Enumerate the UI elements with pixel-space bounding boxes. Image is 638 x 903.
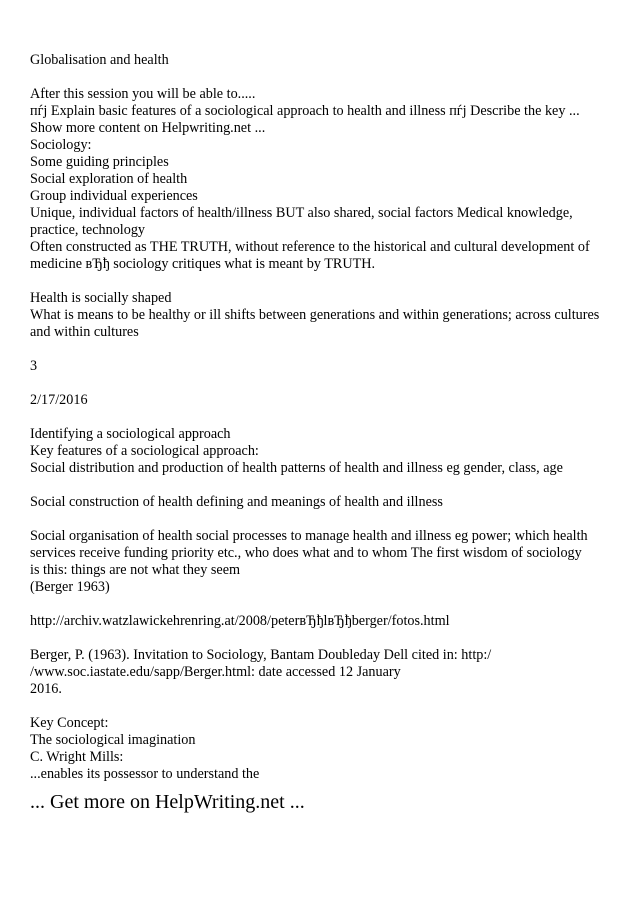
text-line: Unique, individual factors of health/illness BUT also shared, social factors Medical knowledge,	[30, 205, 573, 221]
blank-line	[30, 596, 620, 613]
text-line: Key Concept:	[30, 715, 109, 731]
footer-link[interactable]: ... Get more on HelpWriting.net ...	[30, 791, 305, 813]
text-line: (Berger 1963)	[30, 579, 110, 595]
document-body	[30, 52, 620, 783]
text-line: Show more content on Helpwriting.net ...	[30, 120, 266, 136]
blank-line	[30, 375, 620, 392]
text-line: medicine вЂђ sociology critiques what is meant by TRUTH.	[30, 256, 376, 272]
text-line: Health is socially shaped	[30, 290, 172, 306]
text-line: Berger, P. (1963). Invitation to Sociology, Bantam Doubleday Dell cited in: http:/	[30, 647, 492, 663]
text-line: Key features of a sociological approach:	[30, 443, 259, 459]
text-line: Often constructed as THE TRUTH, without reference to the historical and cultural development of	[30, 239, 590, 255]
text-line: Identifying a sociological approach	[30, 426, 231, 442]
blank-line	[30, 511, 620, 528]
text-line: Group individual experiences	[30, 188, 198, 204]
text-line: Globalisation and health	[30, 52, 169, 68]
text-line: ...enables its possessor to understand the	[30, 766, 260, 782]
text-line: 2016.	[30, 681, 62, 697]
text-line: What is means to be healthy or ill shifts between generations and within generations; across cultures	[30, 307, 600, 323]
text-line: Some guiding principles	[30, 154, 169, 170]
text-line: Social organisation of health social processes to manage health and illness eg power; which health	[30, 528, 588, 544]
text-line: C. Wright Mills:	[30, 749, 124, 765]
text-line: and within cultures	[30, 324, 139, 340]
text-line: Social exploration of health	[30, 171, 188, 187]
text-line: 2/17/2016	[30, 392, 88, 408]
text-line: /www.soc.iastate.edu/sapp/Berger.html: date accessed 12 January	[30, 664, 401, 680]
blank-line	[30, 409, 620, 426]
text-line: Social construction of health defining and meanings of health and illness	[30, 494, 443, 510]
blank-line	[30, 341, 620, 358]
blank-line	[30, 477, 620, 494]
text-line: Social distribution and production of health patterns of health and illness eg gender, class, age	[30, 460, 563, 476]
text-line: is this: things are not what they seem	[30, 562, 241, 578]
text-line: 3	[30, 358, 38, 374]
blank-line	[30, 69, 620, 86]
blank-line	[30, 630, 620, 647]
document-page	[30, 52, 620, 814]
text-line: Sociology:	[30, 137, 92, 153]
text-line: services receive funding priority etc., who does what and to whom The first wisdom of sociology	[30, 545, 582, 561]
blank-line	[30, 698, 620, 715]
text-line: пѓј Explain basic features of a sociological approach to health and illness пѓј Describe the key ...	[30, 103, 580, 119]
text-line: The sociological imagination	[30, 732, 196, 748]
text-line: practice, technology	[30, 222, 146, 238]
blank-line	[30, 273, 620, 290]
text-line: After this session you will be able to.....	[30, 86, 256, 102]
text-line: http://archiv.watzlawickehrenring.at/2008/peterвЂђlвЂђberger/fotos.html	[30, 613, 450, 629]
